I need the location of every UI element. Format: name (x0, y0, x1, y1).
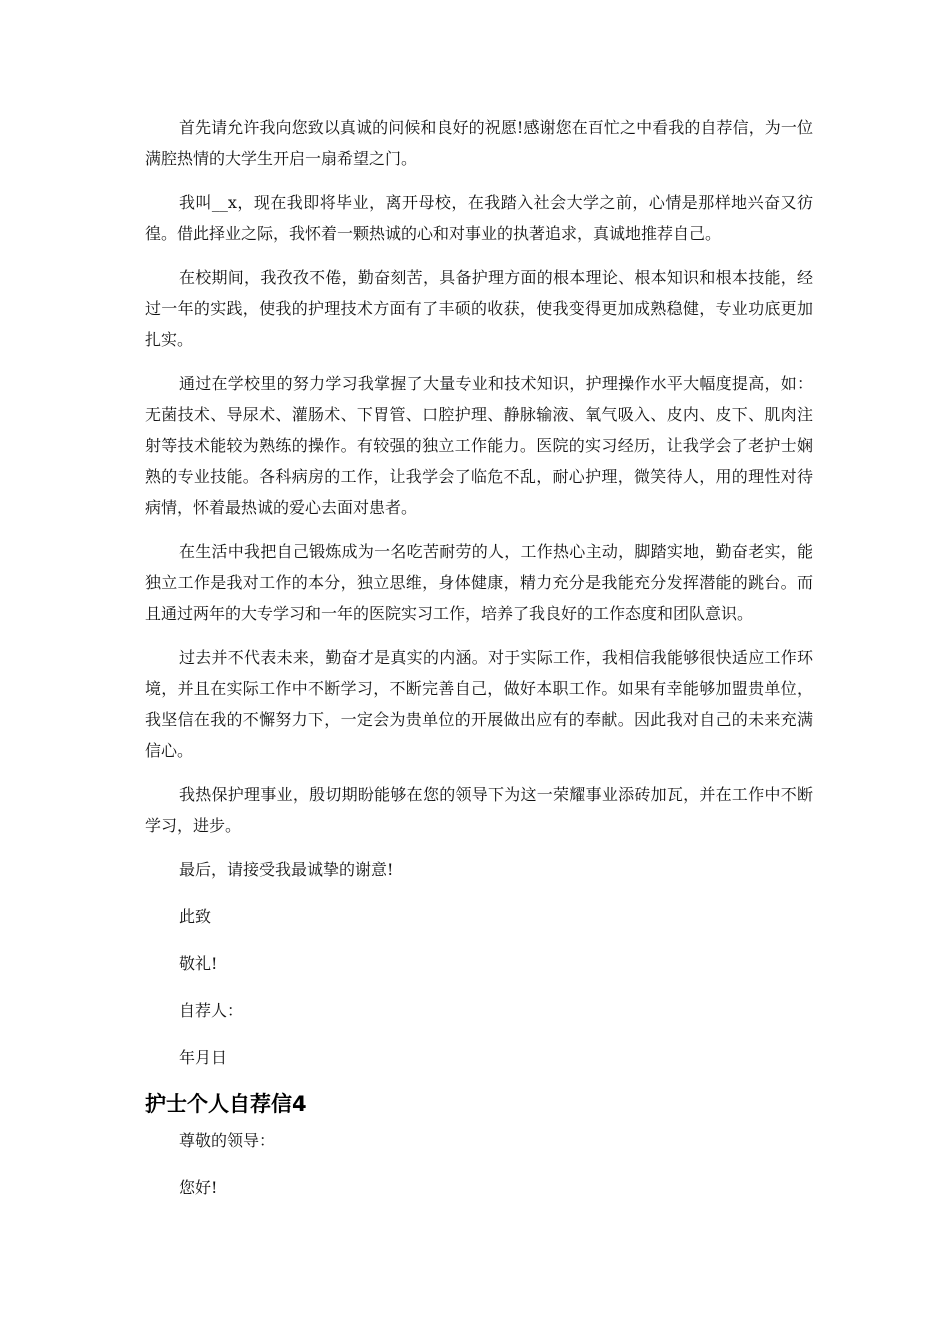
letter-paragraph: 我叫__x，现在我即将毕业，离开母校，在我踏入社会大学之前，心情是那样地兴奋又彷徨。借此择业之际，我怀着一颗热诚的心和对事业的执著追求，真诚地推荐自己。 (145, 193, 813, 243)
letter-paragraph: 首先请允许我向您致以真诚的问候和良好的祝愿!感谢您在百忙之中看我的自荐信，为一位满腔热情的大学生开启一扇希望之门。 (145, 118, 813, 168)
date-line: 年月日 (179, 1048, 228, 1067)
section-heading: 护士个人自荐信4 (145, 1092, 307, 1116)
signer-line: 自荐人： (179, 1001, 244, 1020)
greeting-line: 尊敬的领导： (179, 1131, 276, 1150)
letter-paragraph: 通过在学校里的努力学习我掌握了大量专业和技术知识，护理操作水平大幅度提高，如：无菌技术、导尿术、灌肠术、下胃管、口腔护理、静脉输液、氧气吸入、皮内、皮下、肌肉注射等技术能较为熟练的操作。有较强的独立工作能力。医院的实习经历，让我学会了老护士娴熟的专业技能。各科病房的工作，让我学会了临危不乱，耐心护理，微笑待人，用的理性对待病情，怀着最热诚的爱心去面对患者。 (145, 374, 813, 517)
letter-paragraph: 过去并不代表未来，勤奋才是真实的内涵。对于实际工作，我相信我能够很快适应工作环境，并且在实际工作中不断学习，不断完善自己，做好本职工作。如果有幸能够加盟贵单位，我坚信在我的不懈努力下，一定会为贵单位的开展做出应有的奉献。因此我对自己的未来充满信心。 (145, 648, 813, 760)
document-body (145, 112, 813, 1219)
hello-line: 您好! (179, 1178, 218, 1197)
closing-line: 最后，请接受我最诚挚的谢意! (179, 860, 394, 879)
salutation-line: 敬礼! (179, 954, 218, 973)
letter-paragraph: 我热保护理事业，殷切期盼能够在您的领导下为这一荣耀事业添砖加瓦，并在工作中不断学习，进步。 (145, 785, 813, 835)
salutation-line: 此致 (179, 907, 212, 926)
letter-paragraph: 在校期间，我孜孜不倦，勤奋刻苦，具备护理方面的根本理论、根本知识和根本技能，经过一年的实践，使我的护理技术方面有了丰硕的收获，使我变得更加成熟稳健，专业功底更加扎实。 (145, 268, 813, 349)
letter-paragraph: 在生活中我把自己锻炼成为一名吃苦耐劳的人，工作热心主动，脚踏实地，勤奋老实，能独立工作是我对工作的本分，独立思维，身体健康，精力充分是我能充分发挥潜能的跳台。而且通过两年的大专学习和一年的医院实习工作，培养了我良好的工作态度和团队意识。 (145, 542, 813, 623)
